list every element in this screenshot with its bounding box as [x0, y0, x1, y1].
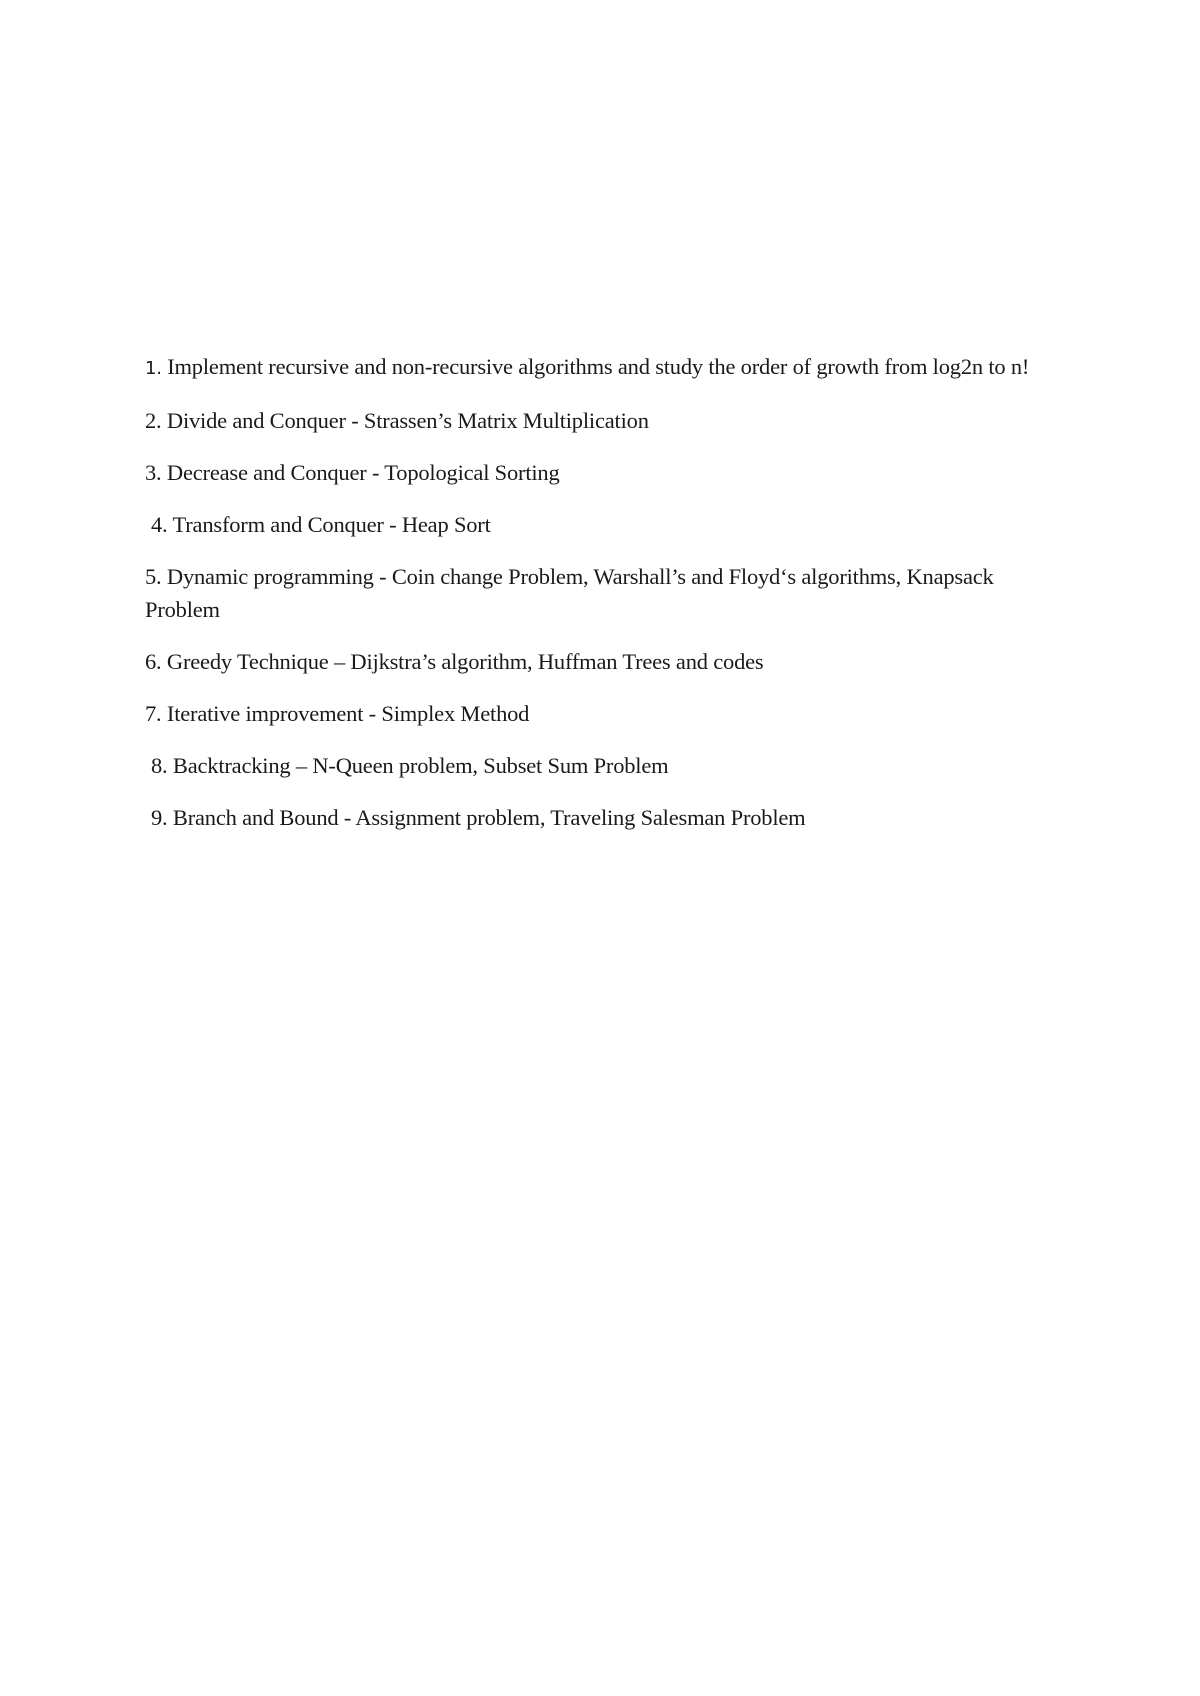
item-text: Divide and Conquer - Strassen’s Matrix Multiplication	[161, 408, 649, 433]
item-text: Transform and Conquer - Heap Sort	[167, 512, 491, 537]
list-item	[145, 697, 1045, 730]
item-number: 5.	[145, 564, 162, 589]
list-item	[145, 645, 1045, 678]
item-number: 3.	[145, 460, 162, 485]
list-item	[145, 749, 1045, 782]
item-number: 7.	[145, 701, 162, 726]
item-text: Greedy Technique – Dijkstra’s algorithm, Huffman Trees and codes	[161, 649, 764, 674]
item-text: Implement recursive and non-recursive algorithms and study the order of growth from log2n to n!	[161, 354, 1030, 379]
list-item	[145, 456, 1045, 489]
item-number: 9.	[151, 805, 168, 830]
list-item	[145, 508, 1045, 541]
exercise-list	[145, 350, 1045, 853]
item-number: 2.	[145, 408, 162, 433]
list-item	[145, 560, 1045, 626]
item-text: Dynamic programming - Coin change Problem, Warshall’s and Floyd‘s algorithms, Knapsack Problem	[145, 564, 994, 622]
item-number: 8.	[151, 753, 168, 778]
item-text: Iterative improvement - Simplex Method	[161, 701, 530, 726]
item-number: 1.	[145, 358, 162, 379]
item-number: 6.	[145, 649, 162, 674]
list-item	[145, 801, 1045, 834]
item-text: Branch and Bound - Assignment problem, Traveling Salesman Problem	[167, 805, 806, 830]
item-number: 4.	[151, 512, 168, 537]
item-text: Decrease and Conquer - Topological Sorting	[161, 460, 560, 485]
item-text: Backtracking – N-Queen problem, Subset Sum Problem	[167, 753, 669, 778]
list-item	[145, 350, 1045, 385]
list-item	[145, 404, 1045, 437]
